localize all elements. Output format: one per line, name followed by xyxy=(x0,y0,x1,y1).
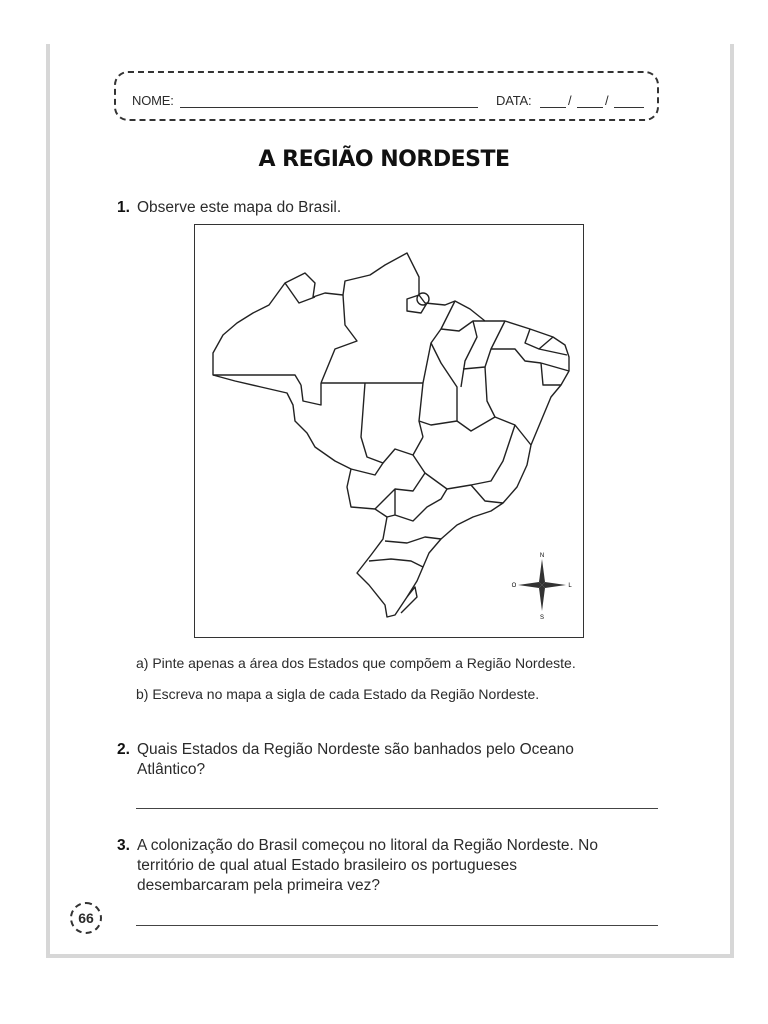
question-number: 1. xyxy=(117,199,130,216)
question-text: Observe este mapa do Brasil. xyxy=(137,199,342,216)
date-day-line[interactable] xyxy=(540,107,566,108)
question-2 xyxy=(117,740,574,778)
instruction-b: b) Escreva no mapa a sigla de cada Estado da Região Nordeste. xyxy=(136,686,540,702)
state-border xyxy=(301,383,321,405)
state-border xyxy=(385,537,441,543)
state-border xyxy=(387,515,395,517)
state-border xyxy=(419,421,423,437)
state-border xyxy=(361,383,423,463)
brazil-map-drawing xyxy=(195,225,582,636)
page-title: A REGIÃO NORDESTE xyxy=(258,147,510,172)
state-border xyxy=(413,425,515,489)
state-border xyxy=(321,295,357,383)
date-label: DATA: xyxy=(496,93,532,108)
state-border xyxy=(351,463,383,475)
compass-rose xyxy=(512,553,573,621)
compass-south: S xyxy=(539,615,545,621)
date-separator: / xyxy=(568,93,572,108)
date-month-line[interactable] xyxy=(577,107,603,108)
question-number: 2. xyxy=(117,741,130,758)
student-info-box xyxy=(114,71,659,121)
instruction-a: a) Pinte apenas a área dos Estados que compõem a Região Nordeste. xyxy=(136,655,576,671)
state-border xyxy=(285,283,315,303)
state-border xyxy=(457,417,495,431)
brazil-map xyxy=(194,224,584,638)
state-border xyxy=(541,363,569,371)
date-separator: / xyxy=(605,93,609,108)
name-field-line[interactable] xyxy=(180,107,478,108)
state-border xyxy=(369,559,423,567)
state-border xyxy=(441,321,485,331)
state-border xyxy=(485,367,531,445)
compass-north: N xyxy=(539,553,545,559)
brazil-outline xyxy=(213,253,569,617)
question-3 xyxy=(117,836,598,894)
name-label: NOME: xyxy=(132,93,174,108)
state-border xyxy=(423,301,455,383)
state-border xyxy=(463,321,505,369)
page-number: 66 xyxy=(70,902,102,934)
state-border xyxy=(491,349,541,363)
state-border xyxy=(471,485,503,503)
question-text: Quais Estados da Região Nordeste são banhados pelo Oceano Atlântico? xyxy=(137,741,574,778)
answer-line-q3[interactable] xyxy=(136,925,658,926)
state-border xyxy=(395,473,425,491)
compass-west: O xyxy=(511,583,517,589)
question-number: 3. xyxy=(117,837,130,854)
date-year-line[interactable] xyxy=(614,107,644,108)
question-text: A colonização do Brasil começou no litoral da Região Nordeste. No território de qual atual Estado brasileiro os portugueses desembarcaram pela primeira vez? xyxy=(137,837,598,894)
lagoon xyxy=(401,587,417,613)
state-border xyxy=(539,349,567,355)
compass-east: L xyxy=(568,583,572,589)
answer-line-q2[interactable] xyxy=(136,808,658,809)
state-border xyxy=(461,321,477,387)
state-border xyxy=(419,343,457,425)
marajo-island xyxy=(417,293,429,305)
question-1 xyxy=(117,198,342,218)
state-border xyxy=(213,375,301,385)
